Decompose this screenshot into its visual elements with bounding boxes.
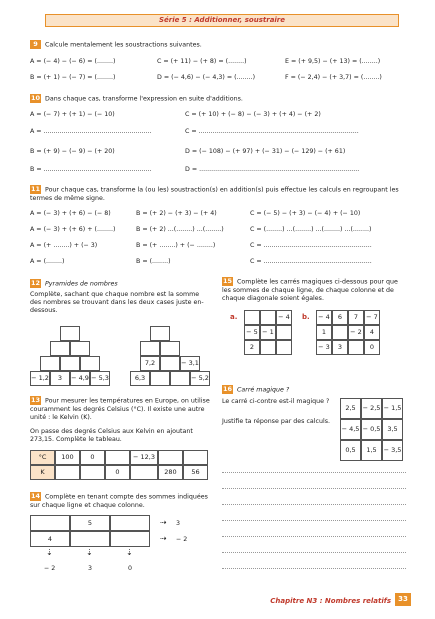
exercise-number: 14: [30, 492, 41, 500]
ex10-answer[interactable]: C = ................................................................................: [185, 128, 359, 135]
grid-cell[interactable]: [30, 515, 70, 531]
ex10-item: D = (− 108) − (+ 97) + (− 31) − (− 129) − (+ 61): [185, 148, 346, 155]
label-b: b.: [302, 313, 310, 321]
pyramid-cell: − 4,9: [70, 371, 90, 386]
pyramid-cell[interactable]: [50, 341, 70, 356]
exercise-number: 11: [30, 185, 41, 193]
col-sum: − 2: [44, 565, 56, 572]
table-cell[interactable]: [183, 450, 208, 465]
table-cell[interactable]: [158, 450, 183, 465]
answer-line[interactable]: [222, 488, 406, 489]
exercise-number: 13: [30, 396, 41, 404]
pyramid-cell: − 5,3: [90, 371, 110, 386]
square-cell: − 5: [244, 325, 260, 340]
ex10-item: B = (+ 9) − (− 9) − (+ 20): [30, 148, 115, 155]
grid-cell[interactable]: [110, 515, 150, 531]
square-cell: − 4: [276, 310, 292, 325]
pyramid-cell[interactable]: [60, 326, 80, 341]
table-cell: 0: [105, 465, 130, 480]
ex9-item: F = (− 2,4) − (+ 3,7) = (........): [285, 74, 382, 81]
exercise-12-title: 12 Pyramides de nombres: [30, 279, 118, 288]
ex10-answer[interactable]: B = ......................................................: [30, 166, 152, 173]
pyramid-cell[interactable]: [160, 341, 180, 356]
square-cell: − 3,5: [382, 440, 403, 461]
square-cell: 0: [364, 340, 380, 355]
ex10-answer[interactable]: A = ......................................................: [30, 128, 152, 135]
square-cell: 7: [348, 310, 364, 325]
square-cell: 2: [244, 340, 260, 355]
ex10-item: C = (+ 10) + (− 8) − (− 3) + (+ 4) − (+ 2): [185, 111, 321, 118]
pyramid-cell: 7,2: [140, 356, 160, 371]
table-cell: 0: [80, 450, 105, 465]
exercise-14-statement: 14 Complète en tenant compte des sommes indiquées sur chaque ligne et chaque colonne.: [30, 492, 208, 509]
row-sum: − 2: [176, 536, 188, 543]
down-arrow-icon: ⇣: [126, 548, 133, 557]
square-cell: − 0,5: [361, 419, 382, 440]
exercise-number: 9: [30, 40, 41, 49]
table-cell: 100: [55, 450, 80, 465]
ex11-item: B = (+ 2) − (+ 3) − (+ 4): [136, 210, 217, 217]
chapter-footer: Chapitre N3 : Nombres relatifs: [270, 597, 391, 605]
square-cell: − 2: [348, 325, 364, 340]
square-cell: 3,5: [382, 419, 403, 440]
exercise-13-statement-2: On passe des degrés Celsius aux Kelvin en ajoutant 273,15. Complète le tableau.: [30, 428, 193, 444]
grid-cell: 4: [30, 531, 70, 547]
square-cell: − 7: [364, 310, 380, 325]
square-cell: 2,5: [340, 398, 361, 419]
exercise-16-question: Le carré ci-contre est-il magique ?: [222, 398, 330, 405]
square-cell[interactable]: [244, 310, 260, 325]
square-cell[interactable]: [348, 340, 364, 355]
exercise-15-statement: 15 Complète les carrés magiques ci-dessous pour que les sommes de chaque ligne, de chaque colonne et de chaque diagonale soient égales.: [222, 277, 398, 302]
ex9-item: A = (− 4) − (− 6) = (........): [30, 58, 116, 65]
square-cell: − 1: [260, 325, 276, 340]
exercise-number: 16: [222, 385, 233, 393]
ex9-item: B = (+ 1) − (− 7) = (........): [30, 74, 116, 81]
square-cell[interactable]: [332, 325, 348, 340]
square-cell: 1,5: [361, 440, 382, 461]
exercise-16-instruction: Justifie ta réponse par des calculs.: [222, 418, 330, 425]
exercise-11-statement: 11 Pour chaque cas, transforme la (ou les) soustraction(s) en addition(s) puis effectue les calculs en regroupant les termes de même signe.: [30, 185, 399, 202]
pyramid-cell: − 3,1: [180, 356, 200, 371]
grid-cell[interactable]: [110, 531, 150, 547]
pyramid-cell[interactable]: [60, 356, 80, 371]
table-header: K: [30, 465, 55, 480]
right-arrow-icon: ⇢: [160, 518, 167, 527]
table-header: °C: [30, 450, 55, 465]
pyramid-cell: − 1,2: [30, 371, 50, 386]
answer-line[interactable]: [222, 536, 406, 537]
ex11-item[interactable]: B = (........): [136, 258, 171, 265]
square-cell: 1: [316, 325, 332, 340]
exercise-number: 12: [30, 279, 41, 287]
square-cell: 3: [332, 340, 348, 355]
square-cell[interactable]: [260, 340, 276, 355]
pyramid-cell[interactable]: [80, 356, 100, 371]
answer-line[interactable]: [222, 552, 406, 553]
ex11-item[interactable]: C = ......................................................: [250, 258, 372, 265]
square-cell[interactable]: [276, 325, 292, 340]
exercise-9-statement: 9 Calcule mentalement les soustractions suivantes.: [30, 40, 202, 50]
down-arrow-icon: ⇣: [46, 548, 53, 557]
ex11-item: A = (− 3) + (+ 6) − (− 8): [30, 210, 111, 217]
pyramid-cell: − 5,2: [190, 371, 210, 386]
row-sum: 3: [176, 520, 181, 527]
answer-line[interactable]: [222, 568, 406, 569]
answer-line[interactable]: [222, 472, 406, 473]
square-cell: − 1,5: [382, 398, 403, 419]
exercise-13-statement: 13 Pour mesurer les températures en Europe, on utilise couramment les degrés Celsius (°C). Il existe une autre unité : le Kelvin (K).: [30, 396, 210, 421]
ex11-item[interactable]: A = (+ ........) + (− 3): [30, 242, 98, 249]
answer-line[interactable]: [222, 504, 406, 505]
table-cell[interactable]: [80, 465, 105, 480]
pyramid-cell: 3: [50, 371, 70, 386]
pyramid-cell[interactable]: [70, 341, 90, 356]
table-cell: 56: [183, 465, 208, 480]
pyramid-cell[interactable]: [150, 371, 170, 386]
exercise-number: 15: [222, 277, 233, 285]
square-cell[interactable]: [276, 340, 292, 355]
pyramid-cell[interactable]: [170, 371, 190, 386]
table-cell[interactable]: [130, 465, 158, 480]
square-cell: 0,5: [340, 440, 361, 461]
square-cell: 4: [364, 325, 380, 340]
exercise-12-statement: Complète, sachant que chaque nombre est la somme des nombres se trouvant dans les deux cases juste en-dessous.: [30, 291, 204, 315]
ex11-item[interactable]: B = (+ 2) ...(........) ...(........): [136, 226, 224, 233]
down-arrow-icon: ⇣: [86, 548, 93, 557]
pyramid-cell[interactable]: [140, 341, 160, 356]
exercise-number: 10: [30, 94, 41, 102]
ex9-item: D = (− 4,6) − (− 4,3) = (........): [157, 74, 256, 81]
ex11-item[interactable]: A = (........): [30, 258, 65, 265]
exercise-10-statement: 10 Dans chaque cas, transforme l'expression en suite d'additions.: [30, 94, 243, 103]
ex9-item: E = (+ 9,5) − (+ 13) = (........): [285, 58, 381, 65]
grid-cell[interactable]: [70, 531, 110, 547]
ex11-item[interactable]: C = ......................................................: [250, 242, 372, 249]
square-cell: − 4: [316, 310, 332, 325]
pyramid-cell: 6,3: [130, 371, 150, 386]
ex11-item[interactable]: A = (− 3) + (+ 6) + (........): [30, 226, 116, 233]
table-cell: 280: [158, 465, 183, 480]
series-header: Série 5 : Additionner, soustraire: [45, 14, 399, 27]
ex10-item: A = (− 7) + (+ 1) − (− 10): [30, 111, 115, 118]
ex11-item[interactable]: B = (+ ........) + (− ........): [136, 242, 216, 249]
ex10-answer[interactable]: D = ................................................................................: [185, 166, 360, 173]
page-number: 33: [395, 593, 411, 606]
square-cell: − 4,5: [340, 419, 361, 440]
ex11-item: C = (− 5) − (+ 3) − (− 4) + (− 10): [250, 210, 361, 217]
square-cell[interactable]: [260, 310, 276, 325]
right-arrow-icon: ⇢: [160, 534, 167, 543]
ex11-item[interactable]: C = (........) ...(........) ...(........) ...(........): [250, 226, 372, 233]
label-a: a.: [230, 313, 238, 321]
pyramid-cell[interactable]: [160, 356, 180, 371]
pyramid-cell[interactable]: [150, 326, 170, 341]
table-cell: − 12,3: [130, 450, 158, 465]
table-cell[interactable]: [55, 465, 80, 480]
grid-cell: 5: [70, 515, 110, 531]
table-cell[interactable]: [105, 450, 130, 465]
exercise-16-title: 16 Carré magique ?: [222, 385, 290, 394]
answer-line[interactable]: [222, 520, 406, 521]
square-cell: 6: [332, 310, 348, 325]
col-sum: 3: [88, 565, 93, 572]
ex9-item: C = (+ 11) − (+ 8) = (........): [157, 58, 247, 65]
square-cell: − 3: [316, 340, 332, 355]
col-sum: 0: [128, 565, 133, 572]
square-cell: − 2,5: [361, 398, 382, 419]
pyramid-cell[interactable]: [40, 356, 60, 371]
